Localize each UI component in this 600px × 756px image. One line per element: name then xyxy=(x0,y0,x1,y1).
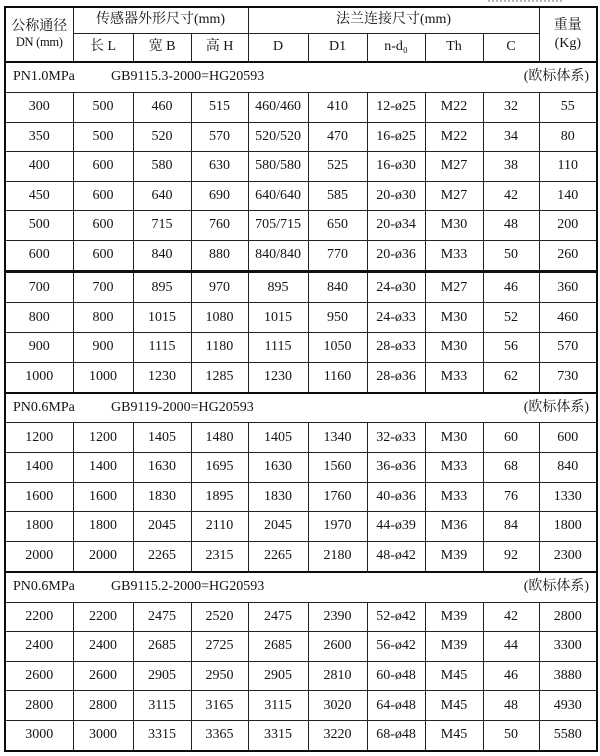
cell-d1: 770 xyxy=(308,240,367,271)
cell-width-b: 1405 xyxy=(133,423,191,453)
cell-dn: 400 xyxy=(5,152,73,182)
cell-weight: 200 xyxy=(539,211,597,241)
cell-weight: 1330 xyxy=(539,482,597,512)
cell-n-d0: 68-ø48 xyxy=(367,720,425,751)
cell-c: 34 xyxy=(483,122,539,152)
cell-th: M30 xyxy=(425,303,483,333)
cell-width-b: 640 xyxy=(133,181,191,211)
cell-dn: 1000 xyxy=(5,362,73,392)
cell-d: 640/640 xyxy=(248,181,308,211)
cell-weight: 80 xyxy=(539,122,597,152)
cell-weight: 600 xyxy=(539,423,597,453)
table-row xyxy=(5,482,597,512)
cell-d1: 1340 xyxy=(308,423,367,453)
cell-n-d0: 44-ø39 xyxy=(367,512,425,542)
cell-height-h: 1695 xyxy=(191,453,248,483)
header-length-l: 长 L xyxy=(73,33,133,62)
cell-n-d0: 56-ø42 xyxy=(367,632,425,662)
cell-width-b: 1230 xyxy=(133,362,191,392)
cell-c: 50 xyxy=(483,240,539,271)
cell-th: M45 xyxy=(425,661,483,691)
cell-length-l: 1800 xyxy=(73,512,133,542)
cell-width-b: 580 xyxy=(133,152,191,182)
cell-length-l: 600 xyxy=(73,181,133,211)
cell-length-l: 1000 xyxy=(73,362,133,392)
cell-width-b: 715 xyxy=(133,211,191,241)
cell-weight: 570 xyxy=(539,333,597,363)
cell-width-b: 840 xyxy=(133,240,191,271)
cell-n-d0: 20-ø30 xyxy=(367,181,425,211)
cell-height-h: 2950 xyxy=(191,661,248,691)
cell-n-d0: 12-ø25 xyxy=(367,92,425,122)
cell-d: 2685 xyxy=(248,632,308,662)
table-row xyxy=(5,691,597,721)
cell-height-h: 515 xyxy=(191,92,248,122)
cell-dn: 2000 xyxy=(5,541,73,571)
cell-c: 52 xyxy=(483,303,539,333)
cell-d1: 1050 xyxy=(308,333,367,363)
cell-d: 1630 xyxy=(248,453,308,483)
cell-weight: 2300 xyxy=(539,541,597,571)
cell-c: 50 xyxy=(483,720,539,751)
cell-d1: 1160 xyxy=(308,362,367,392)
cell-d1: 3020 xyxy=(308,691,367,721)
table-row xyxy=(5,122,597,152)
table-row xyxy=(5,211,597,241)
cell-d1: 650 xyxy=(308,211,367,241)
cell-n-d0: 24-ø33 xyxy=(367,303,425,333)
cell-length-l: 600 xyxy=(73,240,133,271)
cell-n-d0: 16-ø30 xyxy=(367,152,425,182)
cell-length-l: 1200 xyxy=(73,423,133,453)
table-row xyxy=(5,240,597,271)
cell-height-h: 3165 xyxy=(191,691,248,721)
cell-c: 68 xyxy=(483,453,539,483)
standard-code: GB9115.2-2000=HG20593 xyxy=(111,579,265,595)
section-header-row xyxy=(5,393,597,423)
cell-n-d0: 28-ø33 xyxy=(367,333,425,363)
cell-d: 1230 xyxy=(248,362,308,392)
cell-length-l: 800 xyxy=(73,303,133,333)
cell-dn: 2400 xyxy=(5,632,73,662)
cell-d1: 585 xyxy=(308,181,367,211)
cell-weight: 730 xyxy=(539,362,597,392)
cell-length-l: 3000 xyxy=(73,720,133,751)
cell-dn: 2600 xyxy=(5,661,73,691)
cell-length-l: 500 xyxy=(73,92,133,122)
cell-weight: 460 xyxy=(539,303,597,333)
cell-th: M33 xyxy=(425,453,483,483)
cell-height-h: 1480 xyxy=(191,423,248,453)
cell-c: 60 xyxy=(483,423,539,453)
cell-weight: 1800 xyxy=(539,512,597,542)
cell-th: M30 xyxy=(425,423,483,453)
cell-c: 38 xyxy=(483,152,539,182)
header-weight-cn: 重量 xyxy=(553,18,582,33)
header-nominal-diameter xyxy=(5,7,73,62)
cell-length-l: 2000 xyxy=(73,541,133,571)
cell-th: M39 xyxy=(425,632,483,662)
cell-width-b: 895 xyxy=(133,272,191,303)
cell-weight: 3880 xyxy=(539,661,597,691)
cell-width-b: 520 xyxy=(133,122,191,152)
cell-height-h: 880 xyxy=(191,240,248,271)
cell-c: 46 xyxy=(483,661,539,691)
cell-n-d0: 32-ø33 xyxy=(367,423,425,453)
cell-dn: 600 xyxy=(5,240,73,271)
header-th: Th xyxy=(425,33,483,62)
standard-system: (欧标体系) xyxy=(523,69,590,85)
cell-width-b: 3115 xyxy=(133,691,191,721)
cell-dn: 1400 xyxy=(5,453,73,483)
cell-height-h: 1285 xyxy=(191,362,248,392)
cell-width-b: 1830 xyxy=(133,482,191,512)
cell-height-h: 690 xyxy=(191,181,248,211)
table-row xyxy=(5,181,597,211)
cell-length-l: 600 xyxy=(73,152,133,182)
cell-th: M27 xyxy=(425,181,483,211)
cell-width-b: 2045 xyxy=(133,512,191,542)
cell-weight: 840 xyxy=(539,453,597,483)
cell-th: M39 xyxy=(425,541,483,571)
header-nominal-diameter-cn: 公称通径 xyxy=(11,18,68,34)
cell-weight: 260 xyxy=(539,240,597,271)
cell-width-b: 3315 xyxy=(133,720,191,751)
table-row xyxy=(5,152,597,182)
cell-length-l: 1600 xyxy=(73,482,133,512)
cell-d1: 2810 xyxy=(308,661,367,691)
cell-height-h: 2725 xyxy=(191,632,248,662)
cell-d: 580/580 xyxy=(248,152,308,182)
cell-length-l: 2400 xyxy=(73,632,133,662)
cell-d1: 2390 xyxy=(308,602,367,632)
cell-dn: 2800 xyxy=(5,691,73,721)
cell-dn: 800 xyxy=(5,303,73,333)
table-row xyxy=(5,453,597,483)
cell-width-b: 460 xyxy=(133,92,191,122)
header-d: D xyxy=(248,33,308,62)
table-row xyxy=(5,272,597,303)
cell-length-l: 2600 xyxy=(73,661,133,691)
cell-height-h: 1080 xyxy=(191,303,248,333)
cell-weight: 5580 xyxy=(539,720,597,751)
cell-d: 840/840 xyxy=(248,240,308,271)
table-row xyxy=(5,512,597,542)
cell-n-d0: 60-ø48 xyxy=(367,661,425,691)
cell-dn: 500 xyxy=(5,211,73,241)
cell-n-d0: 16-ø25 xyxy=(367,122,425,152)
cell-c: 46 xyxy=(483,272,539,303)
cell-c: 42 xyxy=(483,602,539,632)
cell-d: 1115 xyxy=(248,333,308,363)
cell-d: 1015 xyxy=(248,303,308,333)
cell-dn: 3000 xyxy=(5,720,73,751)
standard-system: (欧标体系) xyxy=(523,399,590,415)
cell-n-d0: 40-ø36 xyxy=(367,482,425,512)
header-weight-unit: (Kg) xyxy=(554,35,582,51)
cell-c: 84 xyxy=(483,512,539,542)
cell-height-h: 2520 xyxy=(191,602,248,632)
cell-height-h: 970 xyxy=(191,272,248,303)
cell-th: M33 xyxy=(425,240,483,271)
cell-n-d0: 64-ø48 xyxy=(367,691,425,721)
header-weight xyxy=(539,7,597,62)
cell-weight: 4930 xyxy=(539,691,597,721)
cell-d1: 1560 xyxy=(308,453,367,483)
table-row xyxy=(5,632,597,662)
table-row xyxy=(5,362,597,392)
pressure-rating: PN0.6MPa xyxy=(13,399,75,415)
cell-weight: 110 xyxy=(539,152,597,182)
cell-th: M33 xyxy=(425,482,483,512)
cell-d1: 2180 xyxy=(308,541,367,571)
cell-height-h: 3365 xyxy=(191,720,248,751)
cell-dn: 1200 xyxy=(5,423,73,453)
cell-c: 48 xyxy=(483,211,539,241)
cell-height-h: 2315 xyxy=(191,541,248,571)
cell-length-l: 500 xyxy=(73,122,133,152)
cell-weight: 2800 xyxy=(539,602,597,632)
cell-width-b: 2475 xyxy=(133,602,191,632)
cell-dn: 2200 xyxy=(5,602,73,632)
header-c: C xyxy=(483,33,539,62)
cell-height-h: 760 xyxy=(191,211,248,241)
table-row xyxy=(5,541,597,571)
cell-width-b: 1630 xyxy=(133,453,191,483)
cell-d1: 470 xyxy=(308,122,367,152)
cell-d: 3115 xyxy=(248,691,308,721)
cell-n-d0: 24-ø30 xyxy=(367,272,425,303)
cell-d: 2265 xyxy=(248,541,308,571)
cell-d1: 3220 xyxy=(308,720,367,751)
cell-dn: 700 xyxy=(5,272,73,303)
cell-th: M30 xyxy=(425,211,483,241)
table-row xyxy=(5,423,597,453)
cell-c: 56 xyxy=(483,333,539,363)
standard-code: GB9115.3-2000=HG20593 xyxy=(111,69,265,85)
cell-d: 1830 xyxy=(248,482,308,512)
cell-d: 2045 xyxy=(248,512,308,542)
cell-dn: 300 xyxy=(5,92,73,122)
cell-n-d0: 20-ø36 xyxy=(367,240,425,271)
cell-n-d0: 36-ø36 xyxy=(367,453,425,483)
cell-c: 48 xyxy=(483,691,539,721)
cell-weight: 55 xyxy=(539,92,597,122)
cell-d1: 410 xyxy=(308,92,367,122)
cell-d1: 1970 xyxy=(308,512,367,542)
table-row xyxy=(5,92,597,122)
table-row xyxy=(5,720,597,751)
cell-th: M39 xyxy=(425,602,483,632)
cell-d: 3315 xyxy=(248,720,308,751)
cell-c: 92 xyxy=(483,541,539,571)
cell-dn: 1600 xyxy=(5,482,73,512)
cell-d1: 1760 xyxy=(308,482,367,512)
cell-length-l: 600 xyxy=(73,211,133,241)
cell-th: M27 xyxy=(425,272,483,303)
section-header-row xyxy=(5,572,597,602)
cell-width-b: 1015 xyxy=(133,303,191,333)
table-row xyxy=(5,602,597,632)
cell-d: 2475 xyxy=(248,602,308,632)
table-row xyxy=(5,661,597,691)
cell-length-l: 2200 xyxy=(73,602,133,632)
header-sensor-dimensions-group: 传感器外形尺寸(mm) xyxy=(73,7,248,33)
cell-dn: 350 xyxy=(5,122,73,152)
header-height-h: 高 H xyxy=(191,33,248,62)
cell-weight: 140 xyxy=(539,181,597,211)
header-d1: D1 xyxy=(308,33,367,62)
cell-length-l: 900 xyxy=(73,333,133,363)
cell-n-d0: 28-ø36 xyxy=(367,362,425,392)
cell-c: 32 xyxy=(483,92,539,122)
flange-dimension-table xyxy=(4,6,598,752)
pressure-rating: PN0.6MPa xyxy=(13,579,75,595)
cell-c: 44 xyxy=(483,632,539,662)
header-flange-dimensions-group: 法兰连接尺寸(mm) xyxy=(248,7,539,33)
pressure-rating: PN1.0MPa xyxy=(13,69,75,85)
cell-c: 76 xyxy=(483,482,539,512)
cell-dn: 450 xyxy=(5,181,73,211)
cell-d: 520/520 xyxy=(248,122,308,152)
table-row xyxy=(5,333,597,363)
cell-width-b: 1115 xyxy=(133,333,191,363)
cell-d1: 840 xyxy=(308,272,367,303)
cell-height-h: 1180 xyxy=(191,333,248,363)
cell-d: 895 xyxy=(248,272,308,303)
cell-th: M45 xyxy=(425,720,483,751)
cell-n-d0: 48-ø42 xyxy=(367,541,425,571)
standard-system: (欧标体系) xyxy=(523,579,590,595)
cell-th: M30 xyxy=(425,333,483,363)
cell-length-l: 700 xyxy=(73,272,133,303)
standard-code: GB9119-2000=HG20593 xyxy=(111,399,254,415)
cell-d: 1405 xyxy=(248,423,308,453)
cell-c: 42 xyxy=(483,181,539,211)
header-nominal-diameter-unit: DN (mm) xyxy=(15,35,63,50)
cell-d: 2905 xyxy=(248,661,308,691)
cell-th: M33 xyxy=(425,362,483,392)
header-width-b: 宽 B xyxy=(133,33,191,62)
cell-th: M45 xyxy=(425,691,483,721)
cell-weight: 360 xyxy=(539,272,597,303)
cell-width-b: 2905 xyxy=(133,661,191,691)
cell-height-h: 630 xyxy=(191,152,248,182)
cell-th: M27 xyxy=(425,152,483,182)
cell-weight: 3300 xyxy=(539,632,597,662)
cell-height-h: 1895 xyxy=(191,482,248,512)
cell-c: 62 xyxy=(483,362,539,392)
header-n-d0: n-d₀ xyxy=(367,33,425,62)
cell-dn: 900 xyxy=(5,333,73,363)
cell-th: M22 xyxy=(425,122,483,152)
cell-th: M36 xyxy=(425,512,483,542)
cell-d1: 950 xyxy=(308,303,367,333)
cell-d1: 525 xyxy=(308,152,367,182)
cell-height-h: 570 xyxy=(191,122,248,152)
section-header-row xyxy=(5,62,597,92)
cell-d: 460/460 xyxy=(248,92,308,122)
cell-length-l: 1400 xyxy=(73,453,133,483)
cropped-text-artifact xyxy=(488,0,562,4)
cell-n-d0: 20-ø34 xyxy=(367,211,425,241)
cell-th: M22 xyxy=(425,92,483,122)
cell-d: 705/715 xyxy=(248,211,308,241)
cell-n-d0: 52-ø42 xyxy=(367,602,425,632)
cell-width-b: 2685 xyxy=(133,632,191,662)
cell-width-b: 2265 xyxy=(133,541,191,571)
cell-d1: 2600 xyxy=(308,632,367,662)
table-row xyxy=(5,303,597,333)
cell-length-l: 2800 xyxy=(73,691,133,721)
cell-dn: 1800 xyxy=(5,512,73,542)
cell-height-h: 2110 xyxy=(191,512,248,542)
